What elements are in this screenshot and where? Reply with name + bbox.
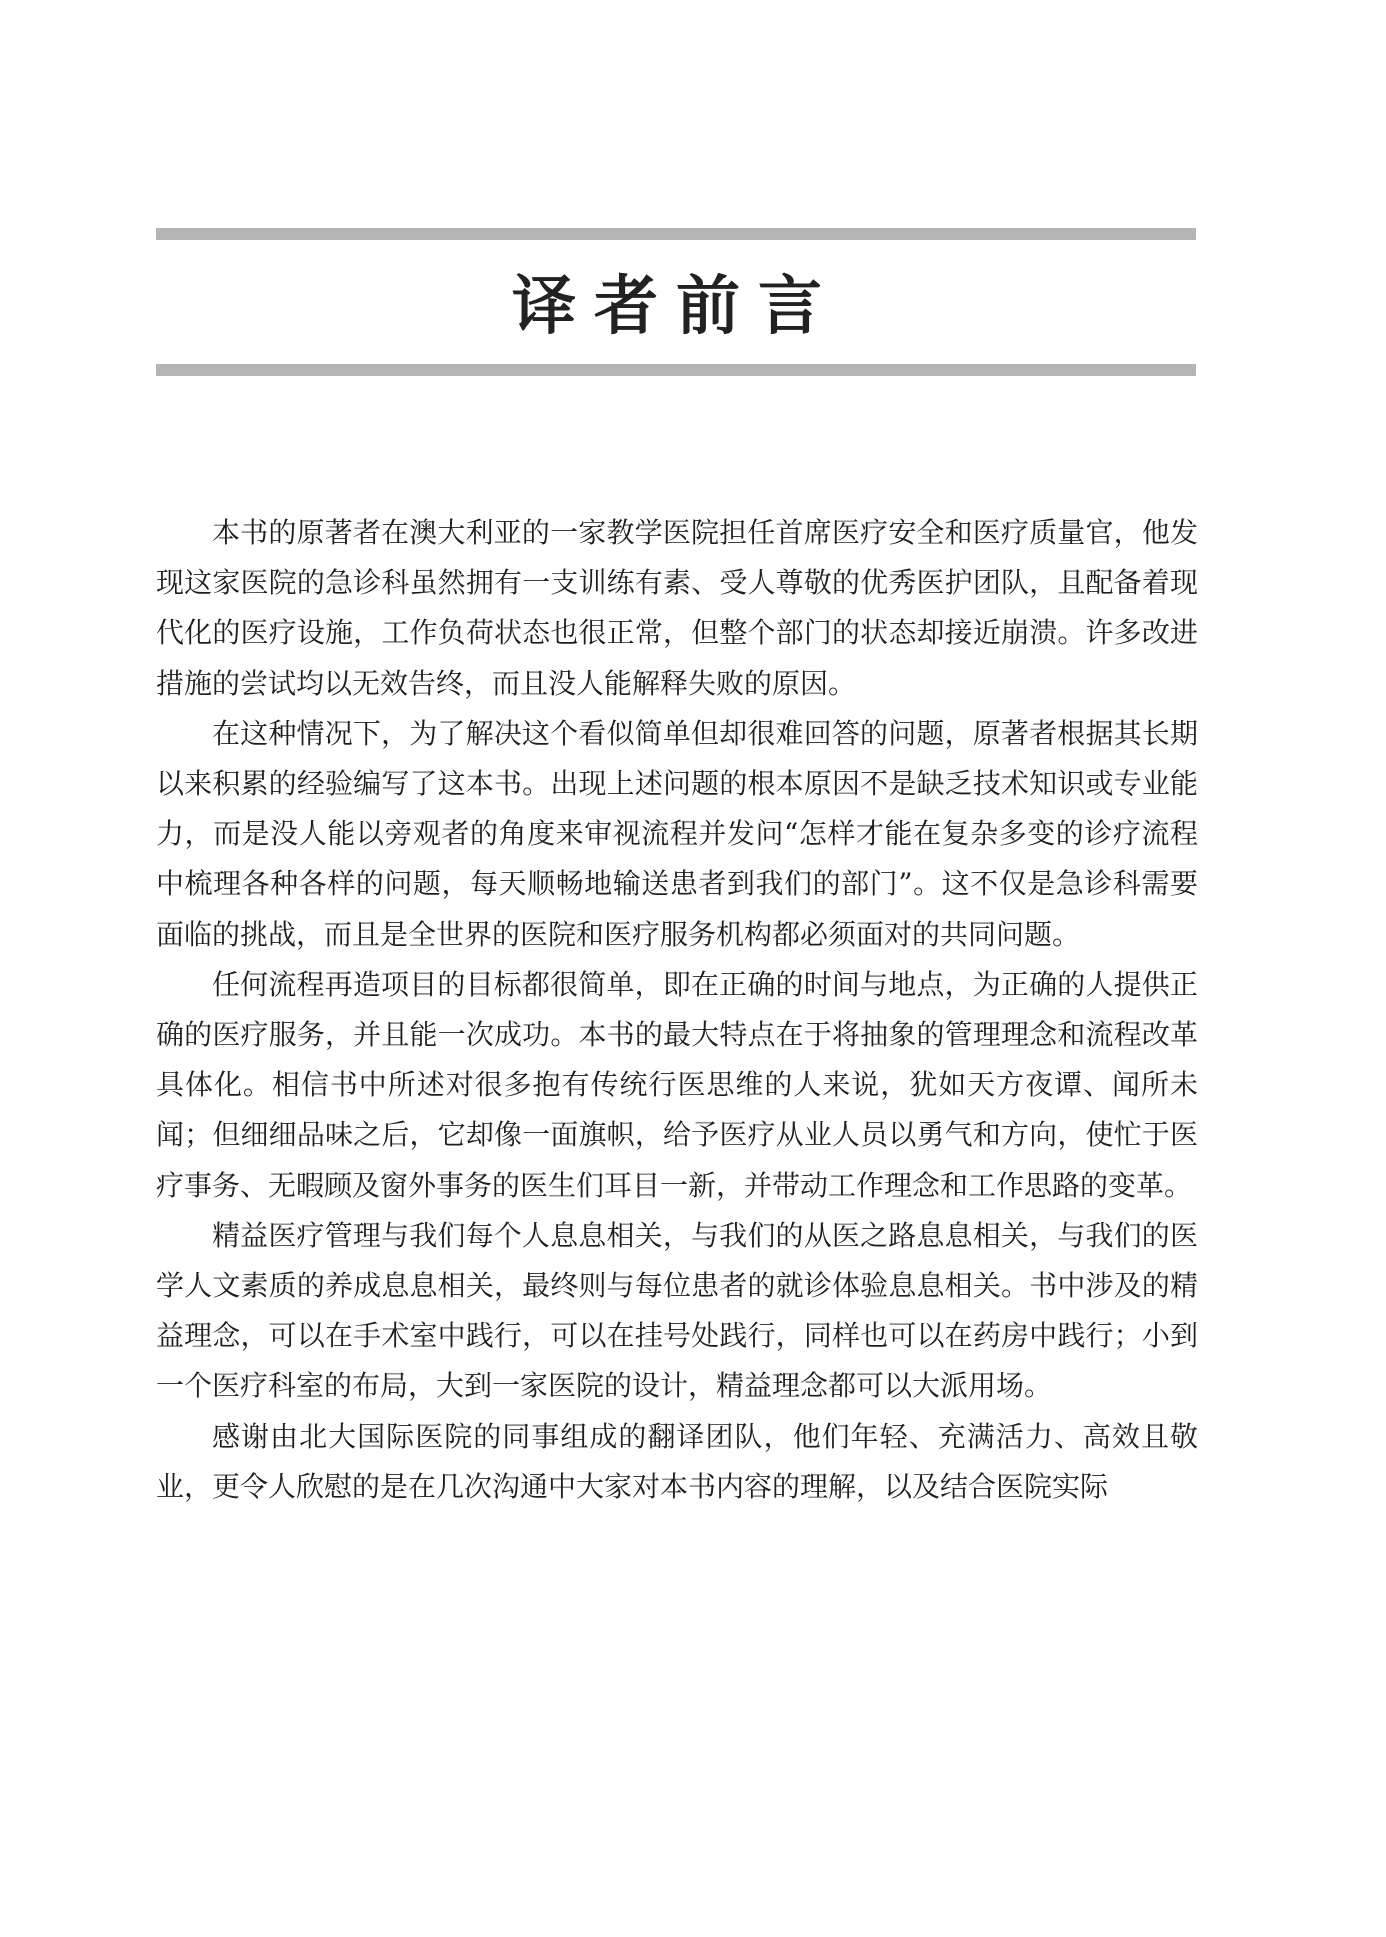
- title-bottom-rule: [156, 364, 1196, 376]
- page-title: 译者前言: [512, 270, 840, 344]
- body-text: [156, 508, 1198, 1512]
- paragraph-1: 本书的原著者在澳大利亚的一家教学医院担任首席医疗安全和医疗质量官，他发现这家医院的急诊科虽然拥有一支训练有素、受人尊敬的优秀医护团队，且配备着现代化的医疗设施，工作负荷状态也很正常，但整个部门的状态却接近崩溃。许多改进措施的尝试均以无效告终，而且没人能解释失败的原因。: [156, 516, 1198, 700]
- title-top-rule: [156, 228, 1196, 240]
- paragraph-4: 精益医疗管理与我们每个人息息相关，与我们的从医之路息息相关，与我们的医学人文素质的养成息息相关，最终则与每位患者的就诊体验息息相关。书中涉及的精益理念，可以在手术室中践行，可以在挂号处践行，同样也可以在药房中践行；小到一个医疗科室的布局，大到一家医院的设计，精益理念都可以大派用场。: [156, 1218, 1198, 1403]
- paragraph-5: 感谢由北大国际医院的同事组成的翻译团队，他们年轻、充满活力、高效且敬业，更令人欣慰的是在几次沟通中大家对本书内容的理解，以及结合医院实际: [156, 1419, 1198, 1503]
- paragraph-3: 任何流程再造项目的目标都很简单，即在正确的时间与地点，为正确的人提供正确的医疗服务，并且能一次成功。本书的最大特点在于将抽象的管理理念和流程改革具体化。相信书中所述对很多抱有传统行医思维的人来说，犹如天方夜谭、闻所未闻；但细细品味之后，它却像一面旗帜，给予医疗从业人员以勇气和方向，使忙于医疗事务、无暇顾及窗外事务的医生们耳目一新，并带动工作理念和工作思路的变革。: [156, 967, 1198, 1202]
- paragraph-2: 在这种情况下，为了解决这个看似简单但却很难回答的问题，原著者根据其长期以来积累的经验编写了这本书。出现上述问题的根本原因不是缺乏技术知识或专业能力，而是没人能以旁观者的角度来审视流程并发问“怎样才能在复杂多变的诊疗流程中梳理各种各样的问题，每天顺畅地输送患者到我们的部门”。这不仅是急诊科需要面临的挑战，而且是全世界的医院和医疗服务机构都必须面对的共同问题。: [156, 716, 1198, 951]
